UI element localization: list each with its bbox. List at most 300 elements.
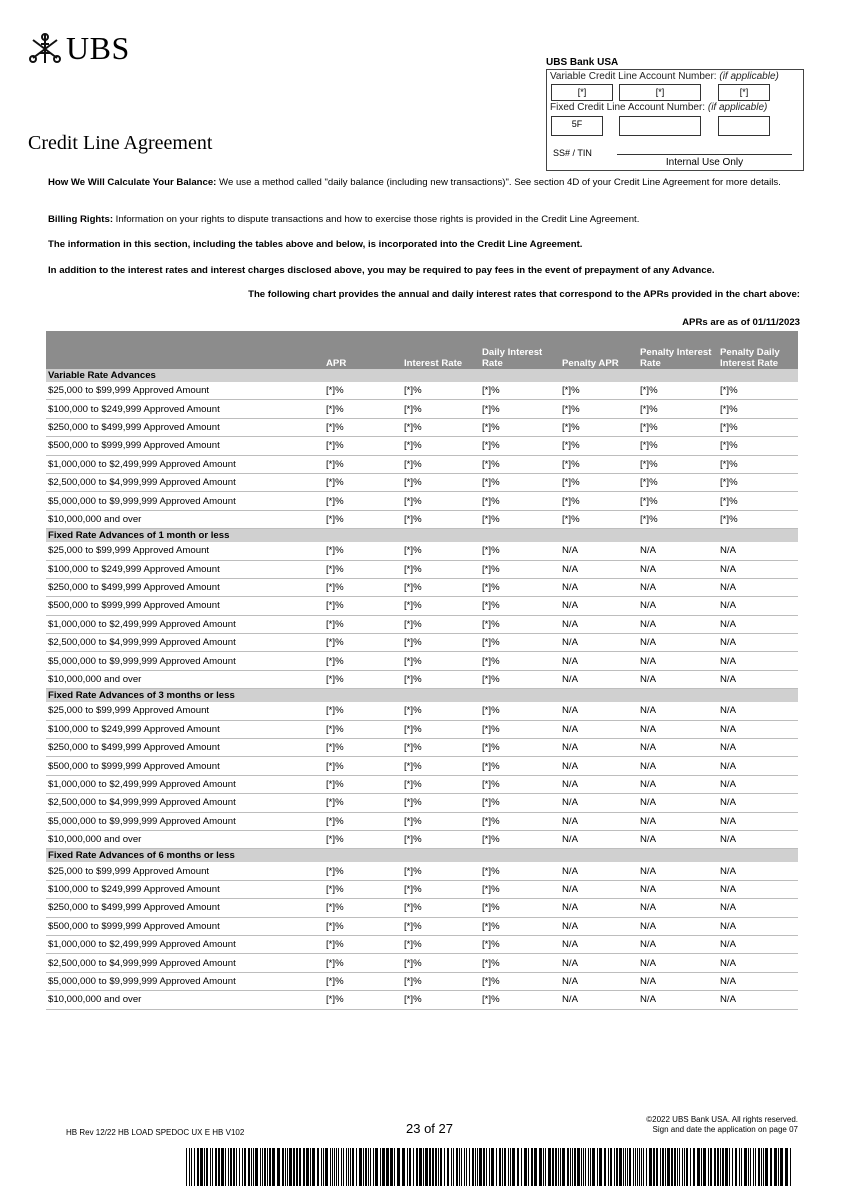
barcode-bar bbox=[616, 1148, 618, 1186]
rate-cell: [*]% bbox=[402, 473, 480, 491]
barcode-bar bbox=[758, 1148, 760, 1186]
rate-cell: N/A bbox=[560, 578, 638, 596]
barcode-bar bbox=[346, 1148, 347, 1186]
table-row bbox=[46, 739, 798, 757]
barcode-bar bbox=[464, 1148, 465, 1186]
table-header-row bbox=[46, 331, 798, 369]
rate-cell: N/A bbox=[560, 542, 638, 560]
barcode-bar bbox=[619, 1148, 622, 1186]
amount-tier-cell: $100,000 to $249,999 Approved Amount bbox=[46, 720, 324, 738]
fixed-account-field-1[interactable]: 5F bbox=[551, 116, 603, 136]
rate-cell: N/A bbox=[560, 615, 638, 633]
variable-account-field-1[interactable]: [*] bbox=[551, 84, 613, 101]
rate-cell: N/A bbox=[638, 830, 718, 848]
barcode-bar bbox=[545, 1148, 546, 1186]
rate-cell: [*]% bbox=[324, 670, 402, 688]
rate-cell: [*]% bbox=[480, 775, 560, 793]
barcode-bar bbox=[356, 1148, 357, 1186]
rate-cell: [*]% bbox=[324, 880, 402, 898]
barcode-bar bbox=[635, 1148, 636, 1186]
rate-cell: [*]% bbox=[324, 739, 402, 757]
barcode-bar bbox=[194, 1148, 195, 1186]
rate-cell: [*]% bbox=[480, 830, 560, 848]
rate-cell: N/A bbox=[638, 634, 718, 652]
rate-cell: N/A bbox=[718, 812, 798, 830]
barcode-bar bbox=[627, 1148, 628, 1186]
barcode-bar bbox=[262, 1148, 263, 1186]
fixed-account-field-3[interactable] bbox=[718, 116, 770, 136]
barcode-bar bbox=[352, 1148, 354, 1186]
rate-cell: [*]% bbox=[480, 972, 560, 990]
rate-cell: [*]% bbox=[324, 455, 402, 473]
barcode-bar bbox=[708, 1148, 709, 1186]
rate-cell: [*]% bbox=[718, 437, 798, 455]
rate-cell: [*]% bbox=[718, 400, 798, 418]
barcode-bar bbox=[215, 1148, 217, 1186]
rate-cell: [*]% bbox=[324, 991, 402, 1009]
rate-cell: [*]% bbox=[324, 382, 402, 400]
rate-cell: N/A bbox=[560, 652, 638, 670]
barcode-bar bbox=[242, 1148, 243, 1186]
amount-tier-cell: $25,000 to $99,999 Approved Amount bbox=[46, 862, 324, 880]
rate-cell: [*]% bbox=[560, 473, 638, 491]
rate-cell: [*]% bbox=[402, 739, 480, 757]
rate-cell: [*]% bbox=[402, 652, 480, 670]
rate-cell: [*]% bbox=[480, 991, 560, 1009]
rate-cell: [*]% bbox=[402, 437, 480, 455]
rate-cell: [*]% bbox=[718, 473, 798, 491]
rate-cell: N/A bbox=[560, 670, 638, 688]
rate-cell: N/A bbox=[718, 720, 798, 738]
rate-cell: N/A bbox=[560, 757, 638, 775]
barcode-bar bbox=[732, 1148, 733, 1186]
rate-cell: N/A bbox=[638, 862, 718, 880]
barcode-bar bbox=[466, 1148, 467, 1186]
table-row bbox=[46, 862, 798, 880]
rate-cell: [*]% bbox=[324, 492, 402, 510]
barcode-bar bbox=[299, 1148, 301, 1186]
barcode-bar bbox=[741, 1148, 742, 1186]
rate-cell: [*]% bbox=[480, 455, 560, 473]
apr-date: APRs are as of 01/11/2023 bbox=[682, 317, 800, 328]
barcode-bar bbox=[660, 1148, 661, 1186]
rate-cell: [*]% bbox=[480, 510, 560, 528]
rate-cell: [*]% bbox=[560, 510, 638, 528]
barcode-bar bbox=[489, 1148, 490, 1186]
table-body bbox=[46, 369, 798, 1009]
column-header-5: Penalty Interest Rate bbox=[638, 331, 718, 369]
barcode-bar bbox=[690, 1148, 691, 1186]
barcode-bar bbox=[684, 1148, 685, 1186]
amount-tier-cell: $500,000 to $999,999 Approved Amount bbox=[46, 437, 324, 455]
barcode-bar bbox=[623, 1148, 624, 1186]
barcode-bar bbox=[423, 1148, 424, 1186]
table-row bbox=[46, 455, 798, 473]
rate-cell: [*]% bbox=[560, 455, 638, 473]
barcode-bar bbox=[770, 1148, 772, 1186]
table-row bbox=[46, 702, 798, 720]
rate-cell: N/A bbox=[560, 954, 638, 972]
barcode-bar bbox=[643, 1148, 644, 1186]
amount-tier-cell: $5,000,000 to $9,999,999 Approved Amount bbox=[46, 812, 324, 830]
rate-cell: N/A bbox=[560, 775, 638, 793]
barcode-bar bbox=[693, 1148, 695, 1186]
barcode-bar bbox=[310, 1148, 311, 1186]
ubs-keys-icon bbox=[28, 32, 62, 66]
barcode-bar bbox=[312, 1148, 315, 1186]
barcode-bar bbox=[633, 1148, 634, 1186]
barcode-bar bbox=[264, 1148, 266, 1186]
barcode-bar bbox=[499, 1148, 501, 1186]
barcode-bar bbox=[528, 1148, 529, 1186]
section-title: Fixed Rate Advances of 1 month or less bbox=[46, 529, 798, 543]
column-header-2: Interest Rate bbox=[402, 331, 480, 369]
rate-cell: [*]% bbox=[480, 652, 560, 670]
rate-cell: [*]% bbox=[324, 917, 402, 935]
amount-tier-cell: $10,000,000 and over bbox=[46, 830, 324, 848]
rate-cell: [*]% bbox=[560, 418, 638, 436]
barcode-bar bbox=[674, 1148, 676, 1186]
rate-cell: [*]% bbox=[402, 418, 480, 436]
section-header-row bbox=[46, 529, 798, 543]
barcode-bar bbox=[287, 1148, 288, 1186]
barcode-bar bbox=[502, 1148, 503, 1186]
table-row bbox=[46, 418, 798, 436]
barcode-bar bbox=[750, 1148, 751, 1186]
rate-cell: [*]% bbox=[718, 418, 798, 436]
barcode-bar bbox=[592, 1148, 595, 1186]
rate-cell: N/A bbox=[718, 634, 798, 652]
rate-cell: [*]% bbox=[402, 954, 480, 972]
rate-cell: [*]% bbox=[324, 794, 402, 812]
sign-note: Sign and date the application on page 07 bbox=[652, 1125, 798, 1134]
barcode-bar bbox=[206, 1148, 208, 1186]
rate-cell: [*]% bbox=[480, 862, 560, 880]
rate-cell: [*]% bbox=[402, 510, 480, 528]
amount-tier-cell: $250,000 to $499,999 Approved Amount bbox=[46, 739, 324, 757]
barcode-bar bbox=[774, 1148, 777, 1186]
barcode-bar bbox=[269, 1148, 271, 1186]
barcode-bar bbox=[230, 1148, 232, 1186]
barcode-bar bbox=[560, 1148, 561, 1186]
account-frame bbox=[546, 69, 804, 171]
rate-cell: N/A bbox=[560, 862, 638, 880]
rate-cell: [*]% bbox=[480, 473, 560, 491]
barcode-bar bbox=[558, 1148, 559, 1186]
variable-account-field-2[interactable]: [*] bbox=[619, 84, 701, 101]
incorporated-statement: The information in this section, including the tables above and below, is incorporated into the Credit Line Agreement. bbox=[48, 239, 583, 250]
rate-cell: [*]% bbox=[480, 880, 560, 898]
rate-cell: N/A bbox=[638, 991, 718, 1009]
rate-cell: [*]% bbox=[324, 473, 402, 491]
barcode-bar bbox=[653, 1148, 655, 1186]
barcode-bar bbox=[686, 1148, 688, 1186]
rate-cell: [*]% bbox=[402, 670, 480, 688]
barcode-bar bbox=[637, 1148, 638, 1186]
barcode-bar bbox=[682, 1148, 683, 1186]
balance-calculation-paragraph: How We Will Calculate Your Balance: We use a method called "daily balance (including new transactions)". See section 4D of your Credit Line Agreement for more details. bbox=[48, 177, 781, 188]
rate-cell: [*]% bbox=[402, 830, 480, 848]
rate-cell: [*]% bbox=[480, 597, 560, 615]
table-row bbox=[46, 615, 798, 633]
rate-cell: [*]% bbox=[480, 757, 560, 775]
rate-cell: N/A bbox=[638, 560, 718, 578]
rate-cell: [*]% bbox=[480, 542, 560, 560]
rate-cell: N/A bbox=[718, 560, 798, 578]
interest-rates-table bbox=[46, 331, 798, 1010]
rate-cell: [*]% bbox=[324, 418, 402, 436]
rate-cell: N/A bbox=[560, 935, 638, 953]
barcode-bar bbox=[432, 1148, 434, 1186]
rate-cell: [*]% bbox=[324, 560, 402, 578]
amount-tier-cell: $1,000,000 to $2,499,999 Approved Amount bbox=[46, 775, 324, 793]
barcode-bar bbox=[429, 1148, 431, 1186]
barcode-bar bbox=[667, 1148, 670, 1186]
barcode-bar bbox=[461, 1148, 462, 1186]
rate-cell: [*]% bbox=[324, 437, 402, 455]
rate-cell: [*]% bbox=[402, 917, 480, 935]
rate-cell: [*]% bbox=[402, 560, 480, 578]
barcode-bar bbox=[447, 1148, 449, 1186]
barcode-bar bbox=[218, 1148, 220, 1186]
amount-tier-cell: $250,000 to $499,999 Approved Amount bbox=[46, 899, 324, 917]
barcode-bar bbox=[323, 1148, 324, 1186]
billing-rights-paragraph: Billing Rights: Information on your rights to dispute transactions and how to exercise those rights is provided in the Credit Line Agreement. bbox=[48, 214, 640, 225]
barcode-bar bbox=[453, 1148, 454, 1186]
barcode-bar bbox=[338, 1148, 339, 1186]
rate-cell: N/A bbox=[638, 972, 718, 990]
section-title: Fixed Rate Advances of 6 months or less bbox=[46, 849, 798, 863]
barcode-bar bbox=[608, 1148, 609, 1186]
rate-cell: N/A bbox=[638, 880, 718, 898]
barcode-bar bbox=[390, 1148, 393, 1186]
barcode-bar bbox=[517, 1148, 519, 1186]
rate-cell: [*]% bbox=[324, 652, 402, 670]
barcode-bar bbox=[610, 1148, 612, 1186]
barcode-bar bbox=[456, 1148, 458, 1186]
bank-name: UBS Bank USA bbox=[546, 57, 619, 68]
barcode-bar bbox=[521, 1148, 522, 1186]
rate-cell: N/A bbox=[560, 917, 638, 935]
rate-cell: N/A bbox=[718, 794, 798, 812]
barcode-bar bbox=[350, 1148, 351, 1186]
fees-statement: In addition to the interest rates and interest charges disclosed above, you may be required to pay fees in the event of prepayment of any Advance. bbox=[48, 265, 715, 276]
rate-cell: N/A bbox=[718, 862, 798, 880]
amount-tier-cell: $10,000,000 and over bbox=[46, 670, 324, 688]
rate-cell: N/A bbox=[560, 702, 638, 720]
barcode-bar bbox=[341, 1148, 342, 1186]
barcode-bar bbox=[189, 1148, 190, 1186]
rate-cell: N/A bbox=[718, 597, 798, 615]
barcode-bar bbox=[714, 1148, 716, 1186]
barcode-bar bbox=[416, 1148, 418, 1186]
rate-cell: N/A bbox=[638, 615, 718, 633]
rate-cell: [*]% bbox=[480, 418, 560, 436]
amount-tier-cell: $500,000 to $999,999 Approved Amount bbox=[46, 757, 324, 775]
rate-cell: N/A bbox=[718, 652, 798, 670]
section-header-row bbox=[46, 689, 798, 703]
table-row bbox=[46, 670, 798, 688]
rate-cell: [*]% bbox=[480, 578, 560, 596]
table-row bbox=[46, 991, 798, 1009]
table-row bbox=[46, 812, 798, 830]
amount-tier-cell: $500,000 to $999,999 Approved Amount bbox=[46, 917, 324, 935]
barcode-bar bbox=[394, 1148, 395, 1186]
rate-cell: N/A bbox=[560, 812, 638, 830]
barcode-bar bbox=[248, 1148, 250, 1186]
barcode-bar bbox=[588, 1148, 589, 1186]
barcode-bar bbox=[543, 1148, 544, 1186]
barcode-bar bbox=[744, 1148, 747, 1186]
barcode-bar bbox=[380, 1148, 381, 1186]
barcode-bar bbox=[765, 1148, 768, 1186]
form-id: HB Rev 12/22 HB LOAD SPEDOC UX E HB V102 bbox=[66, 1128, 245, 1137]
rate-cell: N/A bbox=[560, 597, 638, 615]
rate-cell: [*]% bbox=[638, 473, 718, 491]
barcode-bar bbox=[504, 1148, 506, 1186]
rate-cell: [*]% bbox=[402, 578, 480, 596]
barcode-bar bbox=[662, 1148, 664, 1186]
rate-cell: [*]% bbox=[324, 615, 402, 633]
table-row bbox=[46, 720, 798, 738]
barcode-bar bbox=[534, 1148, 537, 1186]
rate-cell: [*]% bbox=[324, 578, 402, 596]
barcode-bar bbox=[763, 1148, 764, 1186]
rate-cell: N/A bbox=[718, 954, 798, 972]
amount-tier-cell: $1,000,000 to $2,499,999 Approved Amount bbox=[46, 935, 324, 953]
barcode-bar bbox=[363, 1148, 364, 1186]
barcode-bar bbox=[204, 1148, 205, 1186]
rate-cell: N/A bbox=[560, 830, 638, 848]
rate-cell: N/A bbox=[718, 757, 798, 775]
barcode-bar bbox=[581, 1148, 582, 1186]
rate-cell: [*]% bbox=[324, 935, 402, 953]
amount-tier-cell: $1,000,000 to $2,499,999 Approved Amount bbox=[46, 615, 324, 633]
barcode-bar bbox=[583, 1148, 584, 1186]
amount-tier-cell: $250,000 to $499,999 Approved Amount bbox=[46, 418, 324, 436]
barcode-bar bbox=[186, 1148, 187, 1186]
fixed-account-label: Fixed Credit Line Account Number: (if applicable) bbox=[550, 102, 768, 113]
barcode-bar bbox=[725, 1148, 728, 1186]
ssn-tin-label: SS# / TIN bbox=[553, 148, 592, 158]
barcode-bar bbox=[472, 1148, 474, 1186]
rate-cell: N/A bbox=[718, 899, 798, 917]
table-row bbox=[46, 830, 798, 848]
amount-tier-cell: $1,000,000 to $2,499,999 Approved Amount bbox=[46, 455, 324, 473]
rate-cell: N/A bbox=[638, 652, 718, 670]
rate-cell: N/A bbox=[560, 560, 638, 578]
barcode-bar bbox=[761, 1148, 762, 1186]
rate-cell: [*]% bbox=[560, 400, 638, 418]
barcode-bar bbox=[197, 1148, 199, 1186]
table-row bbox=[46, 652, 798, 670]
variable-account-label: Variable Credit Line Account Number: (if applicable) bbox=[550, 71, 779, 82]
barcode-bar bbox=[555, 1148, 557, 1186]
rate-cell: [*]% bbox=[324, 597, 402, 615]
rate-cell: [*]% bbox=[638, 418, 718, 436]
barcode-bar bbox=[289, 1148, 292, 1186]
barcode-bar bbox=[710, 1148, 712, 1186]
rate-cell: [*]% bbox=[480, 670, 560, 688]
rate-cell: [*]% bbox=[324, 757, 402, 775]
barcode-bar bbox=[228, 1148, 229, 1186]
barcode-bar bbox=[251, 1148, 252, 1186]
amount-tier-cell: $2,500,000 to $4,999,999 Approved Amount bbox=[46, 473, 324, 491]
rate-cell: [*]% bbox=[480, 634, 560, 652]
amount-tier-cell: $500,000 to $999,999 Approved Amount bbox=[46, 597, 324, 615]
rate-cell: [*]% bbox=[480, 437, 560, 455]
table-row bbox=[46, 880, 798, 898]
rate-cell: [*]% bbox=[402, 400, 480, 418]
barcode-bar bbox=[451, 1148, 452, 1186]
table-row bbox=[46, 492, 798, 510]
rate-cell: [*]% bbox=[480, 812, 560, 830]
barcode-bar bbox=[332, 1148, 333, 1186]
rate-cell: N/A bbox=[638, 670, 718, 688]
table-row bbox=[46, 560, 798, 578]
copyright: ©2022 UBS Bank USA. All rights reserved. bbox=[646, 1115, 798, 1124]
rate-cell: [*]% bbox=[480, 954, 560, 972]
barcode-bar bbox=[701, 1148, 702, 1186]
rate-cell: [*]% bbox=[402, 597, 480, 615]
table-row bbox=[46, 794, 798, 812]
amount-tier-cell: $10,000,000 and over bbox=[46, 510, 324, 528]
barcode-bar bbox=[574, 1148, 576, 1186]
barcode-bar bbox=[370, 1148, 371, 1186]
table-row bbox=[46, 935, 798, 953]
barcode-bar bbox=[703, 1148, 706, 1186]
barcode-bar bbox=[225, 1148, 226, 1186]
variable-account-field-3[interactable]: [*] bbox=[718, 84, 770, 101]
barcode-bar bbox=[440, 1148, 442, 1186]
table-row bbox=[46, 578, 798, 596]
barcode-bar bbox=[236, 1148, 237, 1186]
rate-cell: [*]% bbox=[480, 720, 560, 738]
table-row bbox=[46, 437, 798, 455]
column-header-3: Daily Interest Rate bbox=[480, 331, 560, 369]
barcode-bar bbox=[697, 1148, 700, 1186]
barcode-bar bbox=[649, 1148, 652, 1186]
barcode-bar bbox=[735, 1148, 737, 1186]
fixed-account-field-2[interactable] bbox=[619, 116, 701, 136]
rate-cell: [*]% bbox=[480, 702, 560, 720]
rate-cell: N/A bbox=[718, 935, 798, 953]
barcode-bar bbox=[375, 1148, 378, 1186]
rate-cell: [*]% bbox=[324, 812, 402, 830]
table-row bbox=[46, 597, 798, 615]
account-number-box bbox=[546, 57, 804, 171]
rate-cell: [*]% bbox=[402, 757, 480, 775]
internal-use-label: Internal Use Only bbox=[617, 154, 792, 168]
rate-cell: [*]% bbox=[402, 382, 480, 400]
barcode-bar bbox=[296, 1148, 298, 1186]
rate-cell: [*]% bbox=[480, 739, 560, 757]
barcode-bar bbox=[239, 1148, 240, 1186]
rate-cell: N/A bbox=[638, 899, 718, 917]
rate-cell: N/A bbox=[560, 739, 638, 757]
rate-cell: N/A bbox=[638, 917, 718, 935]
rate-cell: [*]% bbox=[402, 972, 480, 990]
table-row bbox=[46, 510, 798, 528]
amount-tier-cell: $2,500,000 to $4,999,999 Approved Amount bbox=[46, 794, 324, 812]
barcode-bar bbox=[317, 1148, 319, 1186]
barcode-bar bbox=[512, 1148, 515, 1186]
barcode-bar bbox=[562, 1148, 565, 1186]
rate-cell: N/A bbox=[560, 880, 638, 898]
section-header-row bbox=[46, 849, 798, 863]
rate-cell: N/A bbox=[718, 702, 798, 720]
barcode-bar bbox=[244, 1148, 246, 1186]
